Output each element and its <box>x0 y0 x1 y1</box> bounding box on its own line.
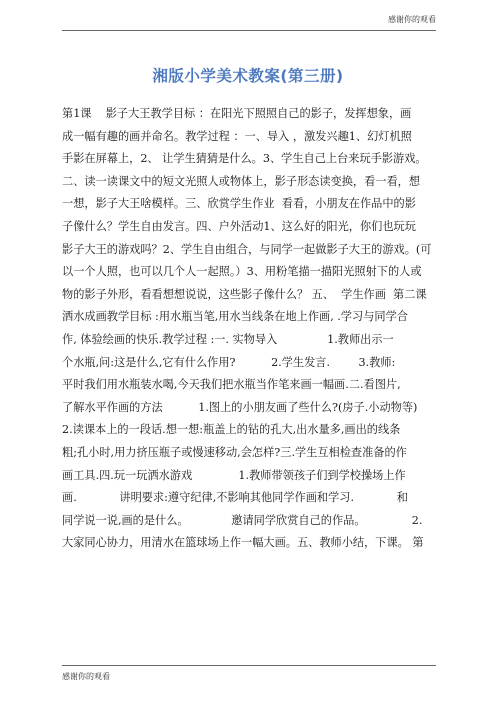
header-note: 感谢你的观看 <box>388 15 436 24</box>
body-line: 成一幅有趣的画并命名。教学过程 ：一、导入 ，激发兴趣1、幻灯机照 <box>62 129 412 143</box>
footer-rule <box>62 665 436 666</box>
body-line: 大家同心协力，用清水在篮球场上作一幅大画。五、教师小结，下课。 第 <box>62 536 424 550</box>
document-title: 湘版小学美术教案(第三册) <box>152 67 344 85</box>
footer-note: 感谢你的观看 <box>62 672 110 681</box>
body-line: 洒水成画教学目标 :用水瓶当笔,用水当线条在地上作画, .学习与同学合 <box>62 310 408 324</box>
body-line: 个水瓶,问:这是什么,它有什么作用? 2.学生发言. 3.教师: <box>62 355 396 369</box>
body-line: 子像什么？学生自由发言。四、户外活动1、这么好的阳光，你们也玩玩 <box>62 219 416 233</box>
body-line: 一想，影子大王啥模样。三、欣赏学生作业 看看，小朋友在作品中的影 <box>62 197 416 211</box>
body-line: 物的影子外形，看看想想说说，这些影子像什么？ 五、 学生作画 第二课 <box>62 287 427 301</box>
body-line: 画工具.四.玩一玩洒水游戏 1.教师带领孩子们到学校操场上作 <box>62 468 406 482</box>
body-line: 第1课 影子大王教学目标 ：在阳光下照照自己的影子，发挥想象，画 <box>62 107 412 120</box>
body-line: 2.读课本上的一段话.想一想:瓶盖上的钻的孔大,出水量多,画出的线条 <box>62 423 401 437</box>
body-line: 同学说一说,画的是什么。 邀请同学欣赏自己的作品。 2. <box>62 513 423 527</box>
body-line: 粗;孔小时,用力挤压瓶子或慢速移动,会怎样?三.学生互相检查准备的作 <box>62 445 407 459</box>
body-line: 影子大王的游戏吗？2、学生自由组合，与同学一起做影子大王的游戏。(可 <box>62 242 432 256</box>
body-line: 画. 讲明要求:遵守纪律,不影响其他同学作画和学习. 和 <box>62 491 408 505</box>
body-line: 手影在屏幕上，2、 让学生猜猜是什么。3、学生自己上台来玩手影游戏。 <box>62 152 427 166</box>
body-line: 平时我们用水瓶装水喝,今天我们把水瓶当作笔来画一幅画.二.看图片, <box>62 378 401 392</box>
document-body <box>62 103 434 555</box>
body-line: 作, 体验绘画的快乐.教学过程 :一. 实物导入 1.教师出示一 <box>62 332 394 346</box>
body-line: 以一个人照，也可以几个人一起照。）3、用粉笔描一描阳光照射下的人或 <box>62 265 422 279</box>
body-line: 了解水平作画的方法 1.图上的小朋友画了些什么?(房子.小动物等) <box>62 400 418 414</box>
header-rule <box>62 30 436 31</box>
body-line: 二、读一读课文中的短文光照人或物体上，影子形态读变换，看一看，想 <box>62 174 421 188</box>
